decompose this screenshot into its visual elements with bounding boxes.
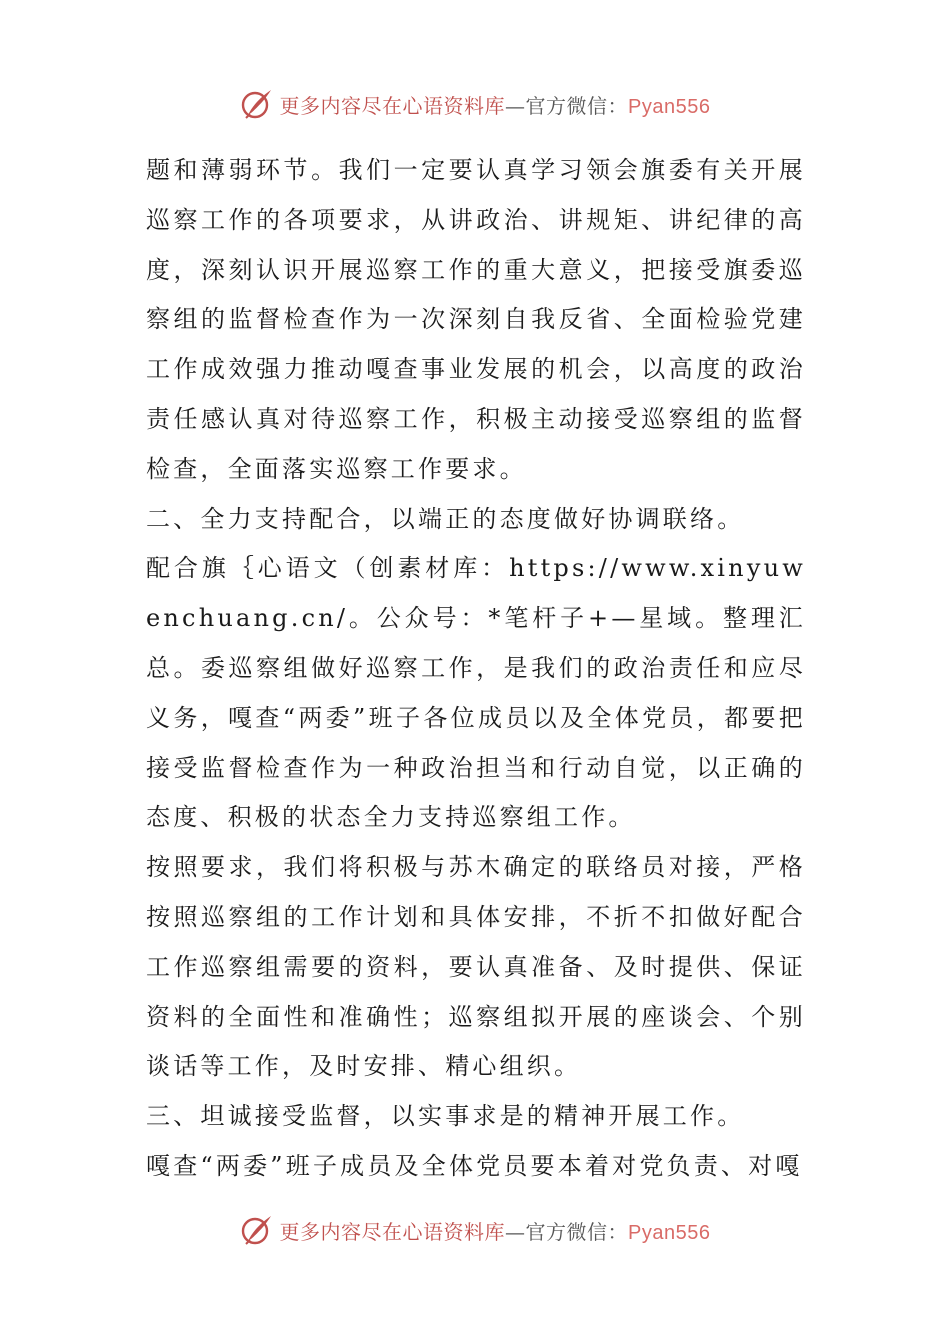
banner-text bbox=[280, 1216, 711, 1245]
banner-main: 更多内容尽在心语资料库 bbox=[279, 1219, 506, 1244]
quill-logo-icon bbox=[240, 1213, 274, 1247]
banner-tail: 官方微信： bbox=[525, 93, 629, 118]
banner-text bbox=[280, 90, 711, 119]
paragraph-4: 嘎查“两委”班子成员及全体党员要本着对党负责、对嘎 bbox=[146, 1151, 803, 1180]
banner-wechat-id: Pyan556 bbox=[628, 95, 711, 118]
paragraph-1: 题和薄弱环节。我们一定要认真学习领会旗委有关开展巡察工作的各项要求，从讲政治、讲规矩、讲纪律的高度，深刻认识开展巡察工作的重大意义，把接受旗委巡察组的监督检查作为一次深刻自我反省、全面检验党建工作成效强力推动嘎查事业发展的机会，以高度的政治责任感认真对待巡察工作，积极主动接受巡察组的监督检查，全面落实巡察工作要求。 bbox=[146, 156, 806, 483]
banner-dash: — bbox=[505, 1219, 526, 1244]
paragraph-3: 按照要求，我们将积极与苏木确定的联络员对接，严格按照巡察组的工作计划和具体安排，不折不扣做好配合工作巡察组需要的资料，要认真准备、及时提供、保证资料的全面性和准确性；巡察组拟开展的座谈会、个别谈话等工作，及时安排、精心组织。 bbox=[146, 853, 806, 1081]
banner-tail: 官方微信： bbox=[525, 1219, 629, 1244]
quill-logo-icon bbox=[240, 87, 274, 121]
banner-wechat-id: Pyan556 bbox=[628, 1221, 711, 1244]
section-heading-2: 二、全力支持配合，以端正的态度做好协调联络。 bbox=[146, 504, 745, 533]
document-body bbox=[146, 146, 806, 1192]
footer-watermark-banner bbox=[0, 1210, 950, 1250]
paragraph-2: 配合旗｛心语文（创素材库：https://www.xinyuwenchuang.cn/。公众号：*笔杆子+—星域。整理汇总。委巡察组做好巡察工作，是我们的政治责任和应尽义务，嘎查“两委”班子各位成员以及全体党员，都要把接受监督检查作为一种政治担当和行动自觉，以正确的态度、积极的状态全力支持巡察组工作。 bbox=[146, 554, 806, 832]
header-watermark-banner bbox=[0, 84, 950, 124]
section-heading-3: 三、坦诚接受监督，以实事求是的精神开展工作。 bbox=[146, 1102, 745, 1131]
banner-dash: — bbox=[505, 93, 526, 118]
banner-main: 更多内容尽在心语资料库 bbox=[279, 93, 506, 118]
